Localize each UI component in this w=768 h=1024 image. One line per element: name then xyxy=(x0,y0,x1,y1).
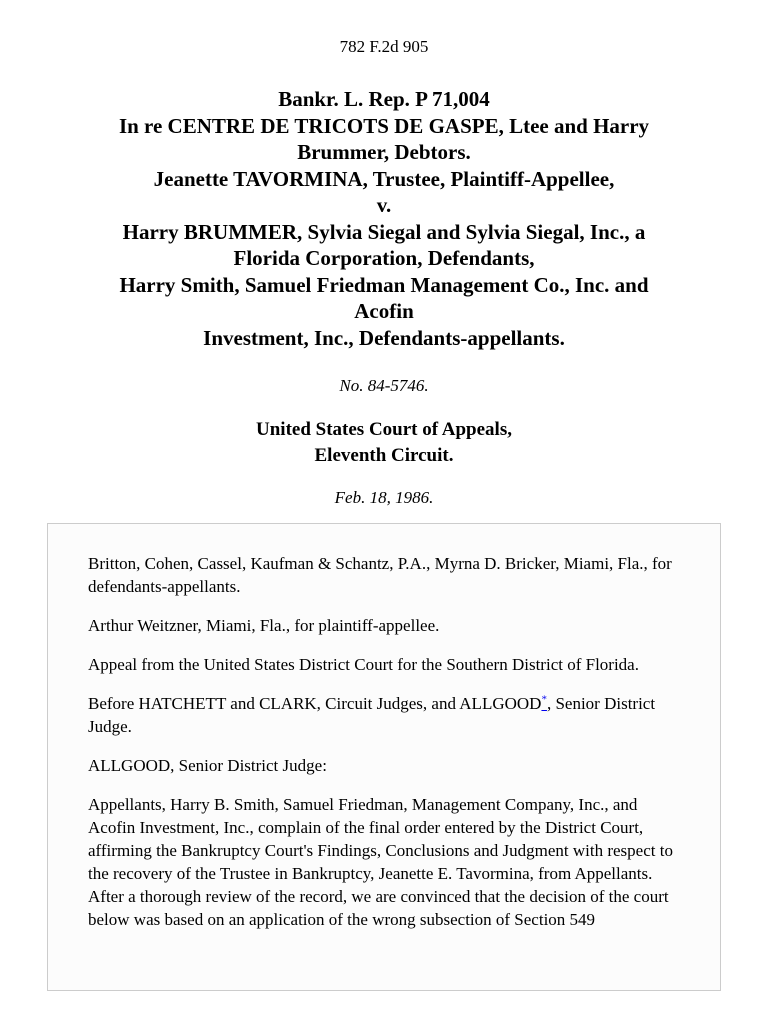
footnote-marker: * xyxy=(541,693,547,706)
court-name-line: United States Court of Appeals, xyxy=(256,419,512,440)
case-title-line: Harry BRUMMER, Sylvia Siegal and Sylvia Siegal, Inc., a xyxy=(122,219,646,244)
case-title-line: Bankr. L. Rep. P 71,004 xyxy=(278,87,490,111)
case-title-line: v. xyxy=(376,193,392,217)
court-name xyxy=(0,417,768,469)
reporter-citation: 782 F.2d 905 xyxy=(339,37,429,56)
opinion-author-paragraph: ALLGOOD, Senior District Judge: xyxy=(88,756,327,775)
counsel-appellee-paragraph: Arthur Weitzner, Miami, Fla., for plaintiff-appellee. xyxy=(88,616,440,635)
case-title-line: Brummer, Debtors. xyxy=(297,140,471,164)
case-title-line: Florida Corporation, Defendants, xyxy=(233,246,535,270)
panel-paragraph xyxy=(88,692,680,738)
panel-text-pre: Before HATCHETT and CLARK, Circuit Judges, and ALLGOOD xyxy=(88,694,542,713)
docket-number: No. 84-5746. xyxy=(339,376,429,395)
court-name-line: Eleventh Circuit. xyxy=(314,445,454,466)
opinion-box xyxy=(47,523,721,991)
case-title-line: In re CENTRE DE TRICOTS DE GASPE, Ltee and Harry xyxy=(118,113,650,138)
decision-date: Feb. 18, 1986. xyxy=(334,488,434,507)
opinion-body-paragraph: Appellants, Harry B. Smith, Samuel Friedman, Management Company, Inc., and Acofin Investment, Inc., complain of the final order entered by the District Court, affirming the Bankruptcy Court's Findings, Conclusions and Judgment with respect to the recovery of the Trustee in Bankruptcy, Jeanette E. Tavormina, from Appellants. After a thorough review of the record, we are convinced that the decision of the court below was based on an application of the wrong subsection of Section 549 xyxy=(88,795,673,929)
counsel-appellants-paragraph: Britton, Cohen, Cassel, Kaufman & Schantz, P.A., Myrna D. Bricker, Miami, Fla., for defendants-appellants. xyxy=(88,554,672,596)
panel-text-post: , Senior District Judge. xyxy=(88,694,656,736)
case-title-line: Acofin xyxy=(354,299,414,323)
case-title xyxy=(0,86,768,351)
case-title-line: Jeanette TAVORMINA, Trustee, Plaintiff-Appellee, xyxy=(153,166,615,191)
case-title-line: Harry Smith, Samuel Friedman Management Co., Inc. and xyxy=(119,272,649,297)
appeal-source-paragraph: Appeal from the United States District Court for the Southern District of Florida. xyxy=(88,655,639,674)
case-title-line: Investment, Inc., Defendants-appellants. xyxy=(203,325,565,350)
